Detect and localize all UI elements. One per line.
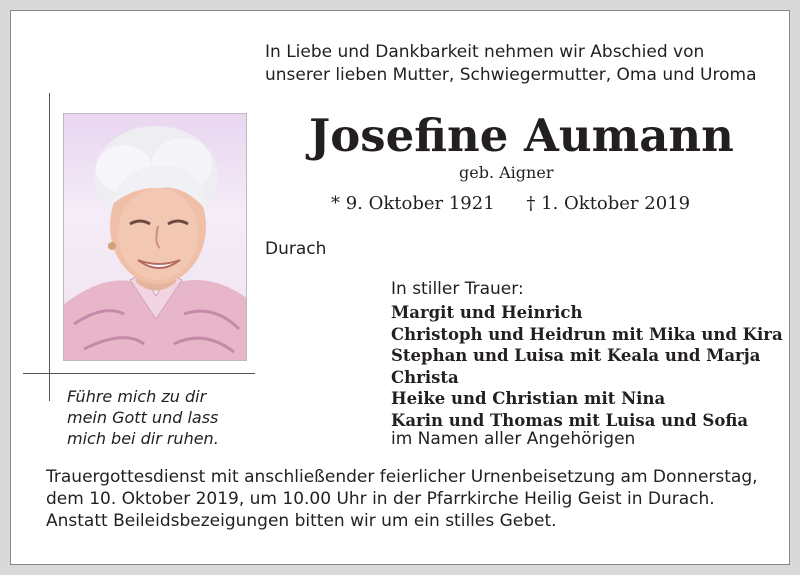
mourner-item: Margit und Heinrich	[391, 303, 583, 322]
mourner-item: Stephan und Luisa mit Keala und Marja	[391, 346, 761, 365]
death-date: † 1. Oktober 2019	[526, 193, 691, 214]
decorative-vertical-line	[49, 93, 50, 401]
portrait-illustration	[64, 114, 247, 361]
mourner-item: Christoph und Heidrun mit Mika und Kira	[391, 324, 783, 344]
intro-text	[265, 41, 757, 87]
verse-line: mich bei dir ruhen.	[67, 429, 219, 448]
verse-line: mein Gott und lass	[67, 408, 219, 427]
mourners-list	[391, 302, 783, 431]
obituary-card	[10, 10, 790, 565]
maiden-name: geb. Aigner	[459, 163, 554, 182]
intro-line: In Liebe und Dankbarkeit nehmen wir Abschied von	[265, 42, 705, 62]
mourner-item: Heike und Christian mit Nina	[391, 389, 666, 408]
mourner-item: Karin und Thomas mit Luisa und Sofia	[391, 410, 749, 430]
verse-line: Führe mich zu dir	[67, 387, 207, 406]
mourning-label: In stiller Trauer:	[391, 279, 524, 299]
portrait-photo	[63, 113, 247, 361]
place-name: Durach	[265, 239, 327, 259]
mourner-item: Christa	[391, 367, 459, 387]
intro-line: unserer lieben Mutter, Schwiegermutter, Oma und Uroma	[265, 65, 757, 85]
service-line: Trauergottesdienst mit anschließender feierlicher Urnenbeisetzung am Donnerstag,	[46, 467, 758, 487]
life-dates	[331, 193, 690, 214]
closing-text: im Namen aller Angehörigen	[391, 429, 636, 449]
service-info	[46, 466, 758, 532]
deceased-name: Josefine Aumann	[309, 109, 734, 162]
service-line: dem 10. Oktober 2019, um 10.00 Uhr in der Pfarrkirche Heilig Geist in Durach.	[46, 489, 715, 509]
decorative-horizontal-line	[23, 373, 255, 374]
birth-date: * 9. Oktober 1921	[331, 193, 495, 214]
service-line: Anstatt Beileidsbezeigungen bitten wir um ein stilles Gebet.	[46, 511, 557, 531]
verse-text	[67, 386, 219, 449]
